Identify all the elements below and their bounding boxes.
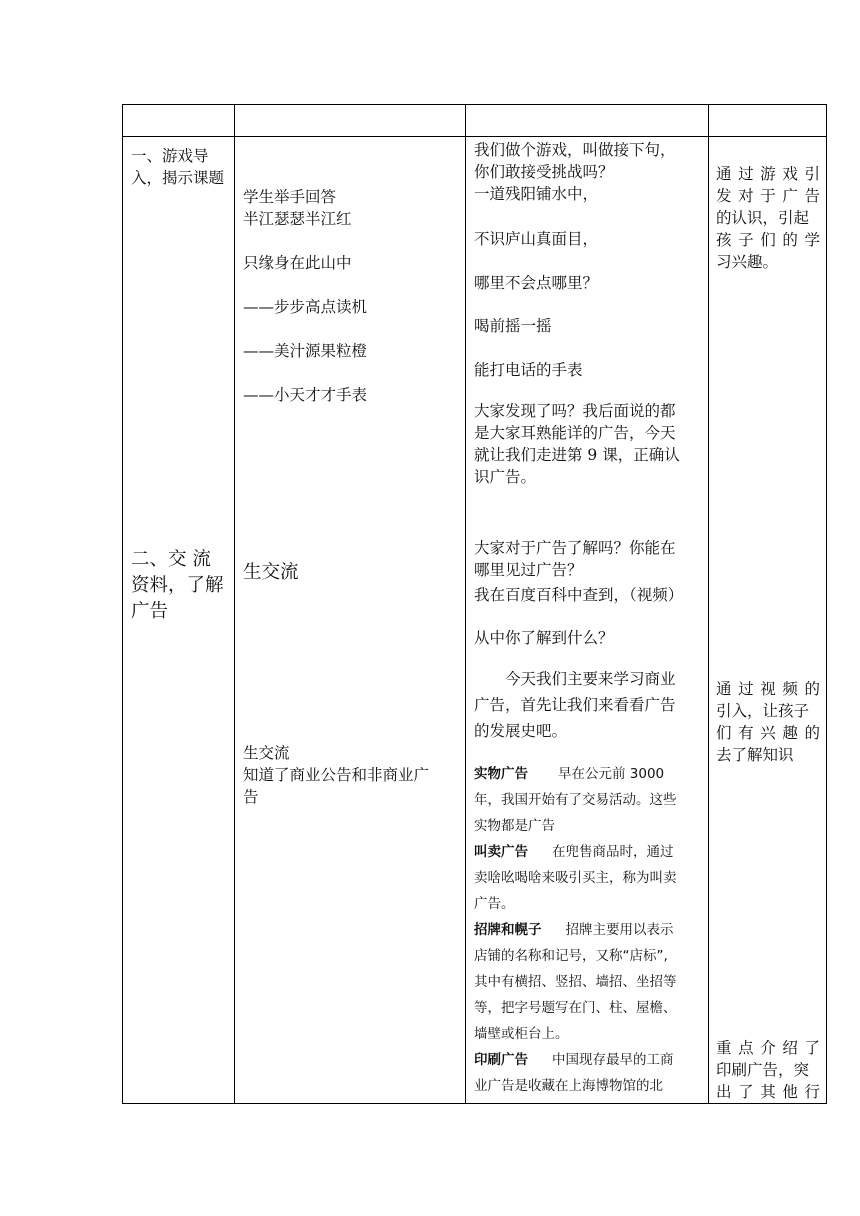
section-2-line-2: 资料，了解 [131, 575, 224, 596]
teacher-line: 今天我们主要来学习商业 [505, 670, 676, 688]
history-title: 印刷广告 [474, 1052, 528, 1068]
student-line: ——美汁源果粒橙 [243, 342, 368, 360]
teacher-line: 能打电话的手表 [474, 361, 583, 379]
teacher-line: 的发展史吧。 [474, 722, 568, 740]
teacher-line: 哪里不会点哪里？ [474, 274, 599, 292]
history-text: 广告。 [474, 896, 515, 912]
teacher-line: 喝前摇一摇 [474, 317, 552, 335]
history-text: 年，我国开始有了交易活动。这些 [474, 792, 677, 808]
history-title: 叫卖广告 [474, 844, 528, 860]
history-text: 店铺的名称和记号，又称“店标”, [474, 948, 668, 964]
teacher-line: 识广告。 [474, 468, 537, 486]
history-title: 招牌和幌子 [474, 922, 542, 938]
note-line: 通过游戏引 [716, 165, 820, 183]
history-text: 墙壁或柜台上。 [474, 1026, 569, 1042]
section-1-line-2: 入，揭示课题 [131, 169, 225, 187]
student-line: ——小天才才手表 [243, 386, 368, 404]
teacher-line: 从中你了解到什么？ [474, 629, 614, 647]
history-text: 在兜售商品时，通过 [552, 844, 674, 860]
note-line: 出了其他行 [716, 1083, 820, 1101]
student-line: 学生举手回答 [243, 188, 337, 206]
note-line: 去了解知识 [716, 746, 794, 764]
section-2-line-3: 广告 [131, 601, 169, 622]
section-1-line-1: 一、游戏导 [131, 147, 209, 165]
table-left-border [122, 104, 123, 1104]
student-exchange: 生交流 [243, 562, 299, 583]
table-col-divider-2 [465, 104, 466, 1104]
history-text: 中国现存最早的工商 [552, 1052, 674, 1068]
table-top-border [122, 104, 827, 105]
teacher-line: 我们做个游戏，叫做接下句， [474, 141, 676, 159]
table-col-divider-1 [234, 104, 235, 1104]
history-item-shiwu [474, 762, 664, 787]
student-line: ——步步高点读机 [243, 298, 368, 316]
table-bottom-border [122, 1103, 827, 1104]
table-col-divider-3 [708, 104, 709, 1104]
note-line: 习兴趣。 [716, 253, 779, 271]
history-text: 早在公元前 3000 [558, 766, 665, 782]
note-line: 们有兴趣的 [716, 724, 820, 742]
history-text: 其中有横招、竖招、墙招、坐招等 [474, 974, 677, 990]
teacher-line: 不识庐山真面目， [474, 230, 599, 248]
teacher-line: 大家发现了吗？我后面说的都 [474, 402, 676, 420]
teacher-line: 你们敢接受挑战吗？ [474, 163, 614, 181]
section-2-line-1: 二、交 流 [131, 549, 211, 570]
history-text: 等，把字号题写在门、柱、屋檐、 [474, 1000, 677, 1016]
history-text: 卖啥吆喝啥来吸引买主，称为叫卖 [474, 870, 677, 886]
table-right-border [826, 104, 827, 1104]
history-item-zhaopai [474, 918, 674, 943]
note-line: 引入，让孩子 [716, 702, 810, 720]
note-line: 的认识，引起 [716, 209, 810, 227]
teacher-line: 哪里见过广告？ [474, 561, 583, 579]
teacher-line: 我在百度百科中查到，（视频） [474, 586, 684, 604]
teacher-line: 就让我们走进第 9 课，正确认 [474, 446, 680, 464]
note-line: 通过视频的 [716, 680, 820, 698]
history-text: 招牌主要用以表示 [565, 922, 674, 938]
note-line: 发对于广告 [716, 187, 820, 205]
teacher-line: 大家对于广告了解吗？你能在 [474, 539, 676, 557]
student-line: 只缘身在此山中 [243, 254, 352, 272]
note-line: 印刷广告，突 [716, 1061, 810, 1079]
history-text: 实物都是广告 [474, 818, 555, 834]
note-line: 孩子们的学 [716, 231, 820, 249]
student-line: 告 [243, 788, 259, 806]
student-line: 生交流 [243, 744, 290, 762]
note-line: 重点介绍了 [716, 1039, 820, 1057]
teacher-line: 是大家耳熟能详的广告，今天 [474, 424, 676, 442]
teacher-line: 广告，首先让我们来看看广告 [474, 696, 676, 714]
history-item-jiaomai [474, 840, 674, 865]
history-title: 实物广告 [474, 766, 528, 782]
student-line: 半江瑟瑟半江红 [243, 210, 352, 228]
table-header-divider [122, 136, 827, 137]
history-text: 业广告是收藏在上海博物馆的北 [474, 1078, 663, 1094]
student-line: 知道了商业公告和非商业广 [243, 766, 430, 784]
history-item-yinshua [474, 1048, 674, 1073]
teacher-line: 一道残阳铺水中， [474, 185, 599, 203]
